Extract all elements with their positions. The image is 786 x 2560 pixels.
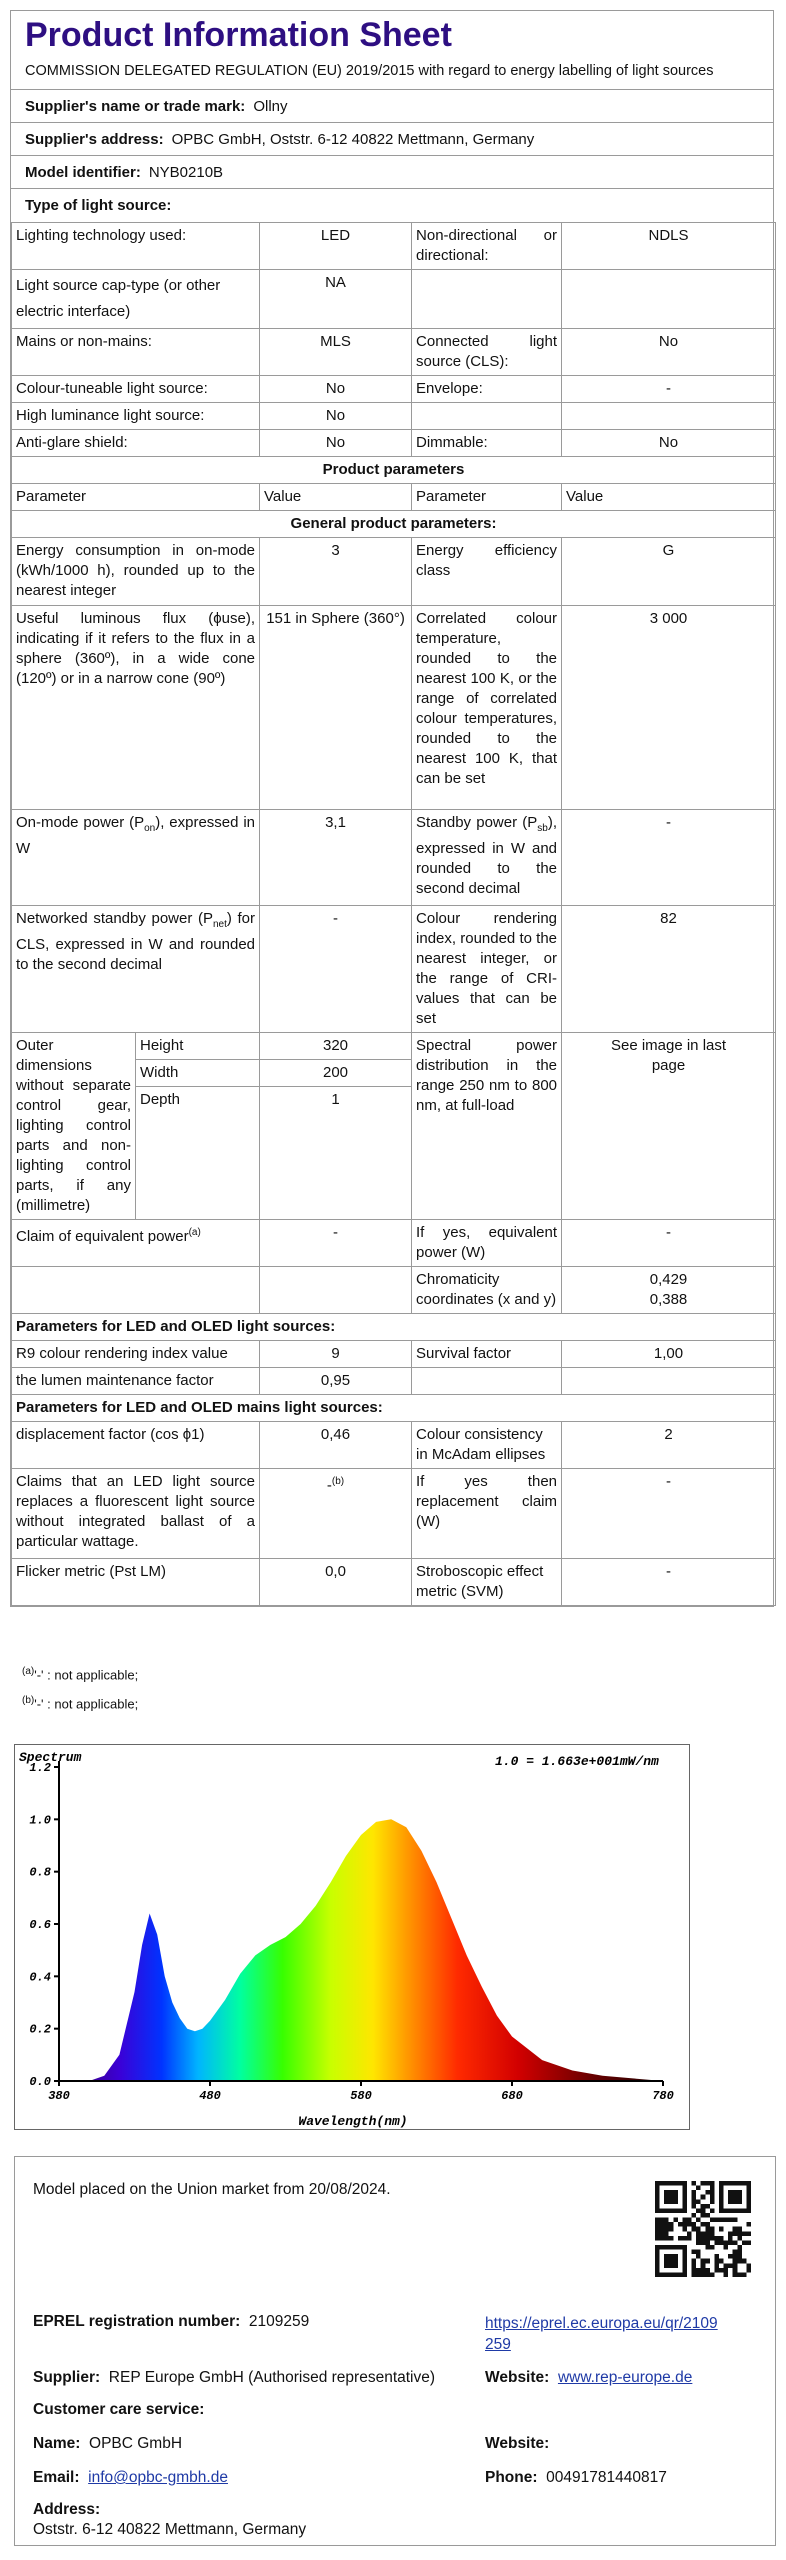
care-name-value: OPBC GmbH [89,2435,183,2452]
model-value: NYB0210B [148,163,224,181]
dimension-name: Depth [136,1087,260,1220]
param-value: See image in last page [562,1033,776,1220]
email-label: Email: [33,2469,80,2486]
param-value: LED [260,223,412,270]
footnote [22,1662,138,1685]
table-row [12,1341,776,1368]
param-value: 151 in Sphere (360°) [260,606,412,810]
table-row [12,606,776,810]
footnote-text: '-' : not applicable; [34,1696,139,1712]
care-address-label-row [33,2501,100,2519]
x-tick-label: 580 [350,2089,372,2103]
x-tick-label: 380 [48,2089,70,2103]
dimension-value: 200 [260,1060,412,1087]
param-label: Stroboscopic effect metric (SVM) [412,1559,562,1606]
param-value: - [260,906,412,1033]
param-label [412,270,562,329]
table-row [12,810,776,906]
param-value [562,270,776,329]
empty-cell [12,1267,260,1314]
label-part: ), expressed in W [16,814,256,857]
section-heading-row [12,1395,776,1422]
table-row [12,1033,776,1060]
dimension-value: 320 [260,1033,412,1060]
param-label: Correlated colour temperature, rounded to the nearest 100 K, or the range of correlated colour temperatures, rounded to the nearest 100 K, that can be set [412,606,562,810]
footnote [22,1691,138,1714]
value-part: - [326,1477,332,1494]
footnote-text: '-' : not applicable; [34,1667,139,1683]
title-block [11,11,773,90]
column-header: Value [562,484,776,511]
y-tick-label: 0.8 [29,1865,51,1880]
param-label: displacement factor (cos ϕ1) [12,1422,260,1469]
param-value [260,1469,412,1559]
plot-area [29,1761,673,2103]
parameters-table [11,222,776,1606]
param-value: - [260,1220,412,1267]
type-heading: Type of light source: [25,197,172,214]
param-value: 0,95 [260,1368,412,1395]
param-label: Light source cap-type (or other electric interface) [12,270,260,329]
param-label: Non-directional or directional: [412,223,562,270]
param-label: the lumen maintenance factor [12,1368,260,1395]
footnotes [22,1662,138,1715]
spectrum-chart [14,1744,690,2130]
param-value: 0,46 [260,1422,412,1469]
x-tick-label: 780 [652,2089,674,2103]
param-label: Mains or non-mains: [12,329,260,376]
empty-cell [562,1368,776,1395]
table-row [12,906,776,1033]
label-subscript: sb [537,823,548,834]
general-parameters-heading: General product parameters: [12,511,776,538]
table-row [12,1220,776,1267]
y-tick-label: 0.0 [29,2075,51,2089]
param-value: - [562,1469,776,1559]
regulation-subtitle: COMMISSION DELEGATED REGULATION (EU) 2019/2015 with regard to energy labelling of light sources [25,63,714,79]
column-header: Parameter [412,484,562,511]
chart-scale-note: 1.0 = 1.663e+001mW/nm [495,1754,659,1769]
label-part: ) for CLS, expressed in W and rounded to the second decimal [16,910,256,973]
param-label [12,810,260,906]
table-row [12,1422,776,1469]
website-label: Website: [485,2369,550,2386]
phone-row [485,2469,667,2487]
y-tick-label: 0.2 [29,2022,51,2037]
y-tick-label: 0.4 [29,1970,51,1985]
spectrum-area [59,1819,663,2081]
customer-care-label: Customer care service: [33,2401,205,2418]
label-subscript: net [212,919,227,930]
param-label [412,810,562,906]
eprel-link[interactable]: https://eprel.ec.europa.eu/qr/2109259 [485,2315,718,2353]
param-label: Spectral power distribution in the range 250 nm to 800 nm, at full-load [412,1033,562,1220]
section-heading-row [12,457,776,484]
param-label: Connected light source (CLS): [412,329,562,376]
param-label: Dimmable: [412,430,562,457]
spectrum-svg [15,1745,691,2131]
supplier-row [11,90,773,123]
footnote-mark: (b) [331,1476,345,1487]
table-row [12,538,776,606]
table-row [12,1368,776,1395]
y-tick-label: 1.0 [29,1813,51,1828]
table-row [12,376,776,403]
address-label: Supplier's address: [25,130,164,148]
param-label [12,1220,260,1267]
dimension-value: 1 [260,1087,412,1220]
label-part: Networked standby power (P [16,910,213,927]
param-label: Survival factor [412,1341,562,1368]
supplier-footer-label: Supplier: [33,2369,101,2386]
param-value: - [562,1559,776,1606]
y-tick-label: 1.2 [29,1761,51,1775]
param-label: Chromaticity coordinates (x and y) [412,1267,562,1314]
led-parameters-heading: Parameters for LED and OLED light sources: [12,1314,776,1341]
table-row [12,270,776,329]
dimension-name: Width [136,1060,260,1087]
model-label: Model identifier: [25,163,141,181]
param-value: No [260,376,412,403]
param-value: G [562,538,776,606]
address-value: OPBC GmbH, Oststr. 6-12 40822 Mettmann, Germany [171,130,535,148]
param-value: NDLS [562,223,776,270]
product-parameters-heading: Product parameters [12,457,776,484]
chroma-x: 0,429 [649,1271,688,1288]
table-row [12,430,776,457]
table-row [12,1267,776,1314]
care-name-row [33,2435,182,2453]
label-part: ), expressed in W and rounded to the second decimal [416,814,558,897]
column-header-row [12,484,776,511]
supplier-footer-row [33,2369,435,2387]
param-label: Colour consistency in McAdam ellipses [412,1422,562,1469]
x-tick-label: 480 [199,2089,221,2103]
y-tick-label: 0.6 [29,1918,51,1932]
eprel-row [33,2313,309,2331]
param-value: NA [260,270,412,329]
care-name-label: Name: [33,2435,81,2452]
column-header: Parameter [12,484,260,511]
footnote-mark: (a) [22,1666,35,1677]
param-label: Envelope: [412,376,562,403]
label-part: Standby power (P [416,814,538,831]
param-label: Claims that an LED light source replaces a fluorescent light source without integrated ballast of a particular wattage. [12,1469,260,1559]
param-label: Anti-glare shield: [12,430,260,457]
supplier-value: Ollny [253,97,288,115]
empty-cell [412,1368,562,1395]
param-value: No [260,430,412,457]
param-label [12,906,260,1033]
param-value: 3 [260,538,412,606]
param-label: Useful luminous flux (ϕuse), indicating if it refers to the flux in a sphere (360º), in a wide cone (120º) or in a narrow cone (90º) [12,606,260,810]
param-label: Energy efficiency class [412,538,562,606]
product-information-sheet [10,10,774,1607]
phone-label: Phone: [485,2469,538,2486]
website-link[interactable]: www.rep-europe.de [557,2369,693,2386]
table-row [12,223,776,270]
type-heading-row [11,189,773,222]
param-value: 0,0 [260,1559,412,1606]
param-label: Lighting technology used: [12,223,260,270]
param-label: Flicker metric (Pst LM) [12,1559,260,1606]
care-website-row [485,2435,549,2453]
mains-parameters-heading: Parameters for LED and OLED mains light sources: [12,1395,776,1422]
param-label: High luminance light source: [12,403,260,430]
address-row [11,123,773,156]
phone-value: 00491781440817 [546,2469,667,2486]
section-heading-row [12,1314,776,1341]
email-link[interactable]: info@opbc-gmbh.de [88,2469,228,2486]
param-value: No [260,403,412,430]
param-value: 3,1 [260,810,412,906]
eprel-value: 2109259 [248,2313,310,2330]
care-address-label: Address: [33,2501,101,2518]
customer-care-heading [33,2401,204,2419]
care-website-label: Website: [485,2435,550,2452]
page-title: Product Information Sheet [25,16,452,54]
param-value: 1,00 [562,1341,776,1368]
dimension-name: Height [136,1033,260,1060]
param-label: R9 colour rendering index value [12,1341,260,1368]
label-part: Claim of equivalent power [16,1228,189,1245]
care-address-value: Oststr. 6-12 40822 Mettmann, Germany [33,2521,307,2538]
chart-title: Spectrum [19,1750,82,1765]
email-row [33,2469,228,2487]
param-label [412,403,562,430]
param-value: - [562,810,776,906]
website-row [485,2369,692,2387]
param-label: Energy consumption in on-mode (kWh/1000 h), rounded up to the nearest integer [12,538,260,606]
table-row [12,1559,776,1606]
param-value [562,1267,776,1314]
empty-cell [260,1267,412,1314]
label-part: On-mode power (P [16,814,145,831]
chroma-y: 0,388 [649,1291,688,1308]
param-label: If yes then replacement claim (W) [412,1469,562,1559]
x-tick-label: 680 [501,2089,523,2103]
chart-xlabel: Wavelength(nm) [298,2114,408,2129]
supplier-footer-value: REP Europe GmbH (Authorised representative) [108,2369,436,2386]
param-value [562,403,776,430]
param-label: Colour-tuneable light source: [12,376,260,403]
label-subscript: on [144,823,156,834]
table-row [12,403,776,430]
eprel-label: EPREL registration number: [33,2313,241,2330]
section-heading-row [12,511,776,538]
param-value: 3 000 [562,606,776,810]
column-header: Value [260,484,412,511]
supplier-label: Supplier's name or trade mark: [25,97,246,115]
param-value: 82 [562,906,776,1033]
param-value: 9 [260,1341,412,1368]
footnote-mark: (a) [188,1227,201,1238]
model-row [11,156,773,189]
param-value: No [562,329,776,376]
footnote-mark: (b) [22,1695,35,1707]
market-date-text: Model placed on the Union market from 20/08/2024. [33,2181,391,2198]
param-label: If yes, equivalent power (W) [412,1220,562,1267]
param-value: MLS [260,329,412,376]
param-label: Outer dimensions without separate control gear, lighting control parts and non-lighting control parts, if any (millimetre) [12,1033,136,1220]
param-value: No [562,430,776,457]
table-row [12,329,776,376]
footer-info [14,2156,776,2546]
qr-code-icon[interactable] [655,2181,751,2277]
param-value: - [562,1220,776,1267]
param-label: Colour rendering index, rounded to the nearest integer, or the range of CRI-values that can be set [412,906,562,1033]
param-value: - [562,376,776,403]
param-value: 2 [562,1422,776,1469]
table-row [12,1469,776,1559]
